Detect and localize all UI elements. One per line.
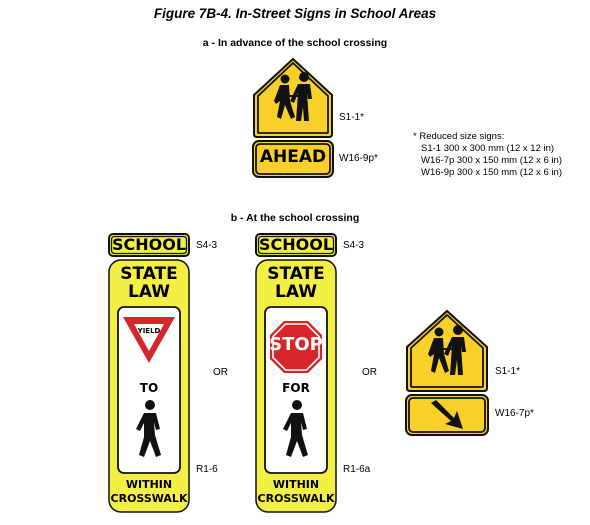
notes-heading: * Reduced size signs:	[413, 131, 505, 142]
law-text-1: LAW	[128, 282, 170, 302]
figure-title: Figure 7B-4. In-Street Signs in School Areas	[153, 6, 437, 21]
s1-1-label-a: S1-1*	[339, 112, 365, 123]
note-line: W16-9p 300 x 150 mm (12 x 6 in)	[421, 167, 562, 178]
or-text-2: OR	[362, 367, 377, 378]
ahead-text: AHEAD	[259, 147, 327, 167]
state-text-1: STATE	[120, 264, 178, 284]
reduced-size-notes	[413, 131, 562, 179]
w16-9p-label: W16-9p*	[339, 153, 378, 164]
crosswalk-text-1: CROSSWALK	[110, 492, 188, 505]
s4-3-label-2: S4-3	[343, 240, 365, 251]
within-text-1: WITHIN	[125, 478, 173, 491]
school-text-1: SCHOOL	[111, 235, 187, 254]
r1-6a-label: R1-6a	[343, 464, 371, 475]
note-line: S1-1 300 x 300 mm (12 x 12 in)	[421, 143, 555, 154]
crosswalk-text-2: CROSSWALK	[257, 492, 335, 505]
s1-1-label-b: S1-1*	[495, 366, 521, 377]
within-text-2: WITHIN	[272, 478, 320, 491]
stop-text: STOP	[269, 334, 323, 355]
school-text-2: SCHOOL	[258, 235, 334, 254]
s1-1-school-sign-a	[252, 57, 334, 139]
w16-7p-label: W16-7p*	[495, 408, 534, 419]
section-a-heading: a - In advance of the school crossing	[202, 37, 388, 49]
s4-3-label-1: S4-3	[196, 240, 218, 251]
for-text: FOR	[282, 381, 310, 395]
section-b-heading: b - At the school crossing	[230, 212, 360, 224]
r1-6-label: R1-6	[196, 464, 218, 475]
or-text-1: OR	[213, 367, 228, 378]
note-line: W16-7p 300 x 150 mm (12 x 6 in)	[421, 155, 562, 166]
state-text-2: STATE	[267, 264, 325, 284]
w16-7p-arrow-plaque	[405, 394, 489, 436]
s1-1-school-sign-b	[405, 309, 489, 393]
yield-text: YIELD	[137, 327, 161, 335]
to-text: TO	[139, 381, 159, 395]
law-text-2: LAW	[275, 282, 317, 302]
